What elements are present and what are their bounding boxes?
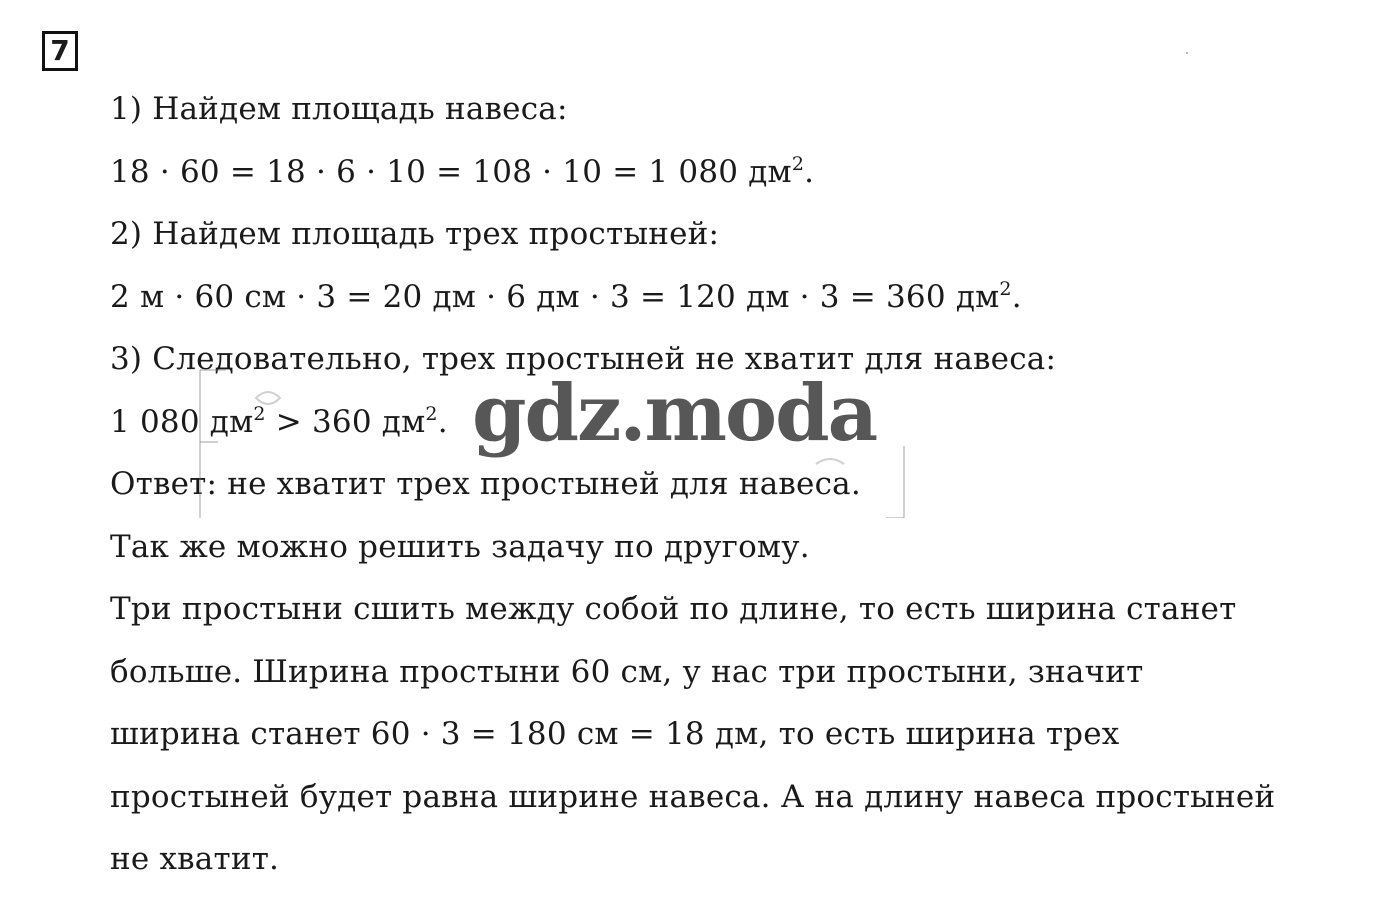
solution-line: Так же можно решить задачу по другому.	[110, 528, 810, 565]
solution-line: 1 080 $дм^2 > 360$ $дм^2$.	[110, 402, 448, 440]
solution-line: 1) Найдем площадь навеса:	[110, 91, 568, 127]
speck	[1186, 52, 1188, 54]
solution-text	[110, 78, 1370, 891]
solution-line: 3) Следовательно, трех простыней не хватит для навеса:	[110, 341, 1057, 377]
solution-line: 2 м · 60 см · 3 = 20 дм · 6 дм · 3 = 120 дм · 3 = 360 $дм^2$.	[110, 277, 1022, 315]
task-number-box	[42, 31, 78, 71]
task-number: 7	[50, 34, 70, 67]
watermark-logo: gdz.moda	[472, 368, 877, 459]
solution-line: Ответ: не хватит трех простыней для навеса.	[110, 466, 861, 502]
solution-line: 2) Найдем площадь трех простыней:	[110, 216, 720, 252]
solution-line: ширина станет 60 · 3 = 180 см = 18 дм, то есть ширина трех	[110, 716, 1120, 752]
solution-line: 18 · 60 = 18 · 6 · 10 = 108 · 10 = 1 080 $дм^2$.	[110, 152, 815, 190]
solution-line: не хватит.	[110, 841, 280, 877]
solution-line: простыней будет равна ширине навеса. А на длину навеса простыней	[110, 778, 1276, 815]
solution-line: больше. Ширина простыни 60 см, у нас три простыни, значит	[110, 653, 1144, 690]
solution-line: Три простыни сшить между собой по длине, то есть ширина станет	[110, 591, 1237, 627]
